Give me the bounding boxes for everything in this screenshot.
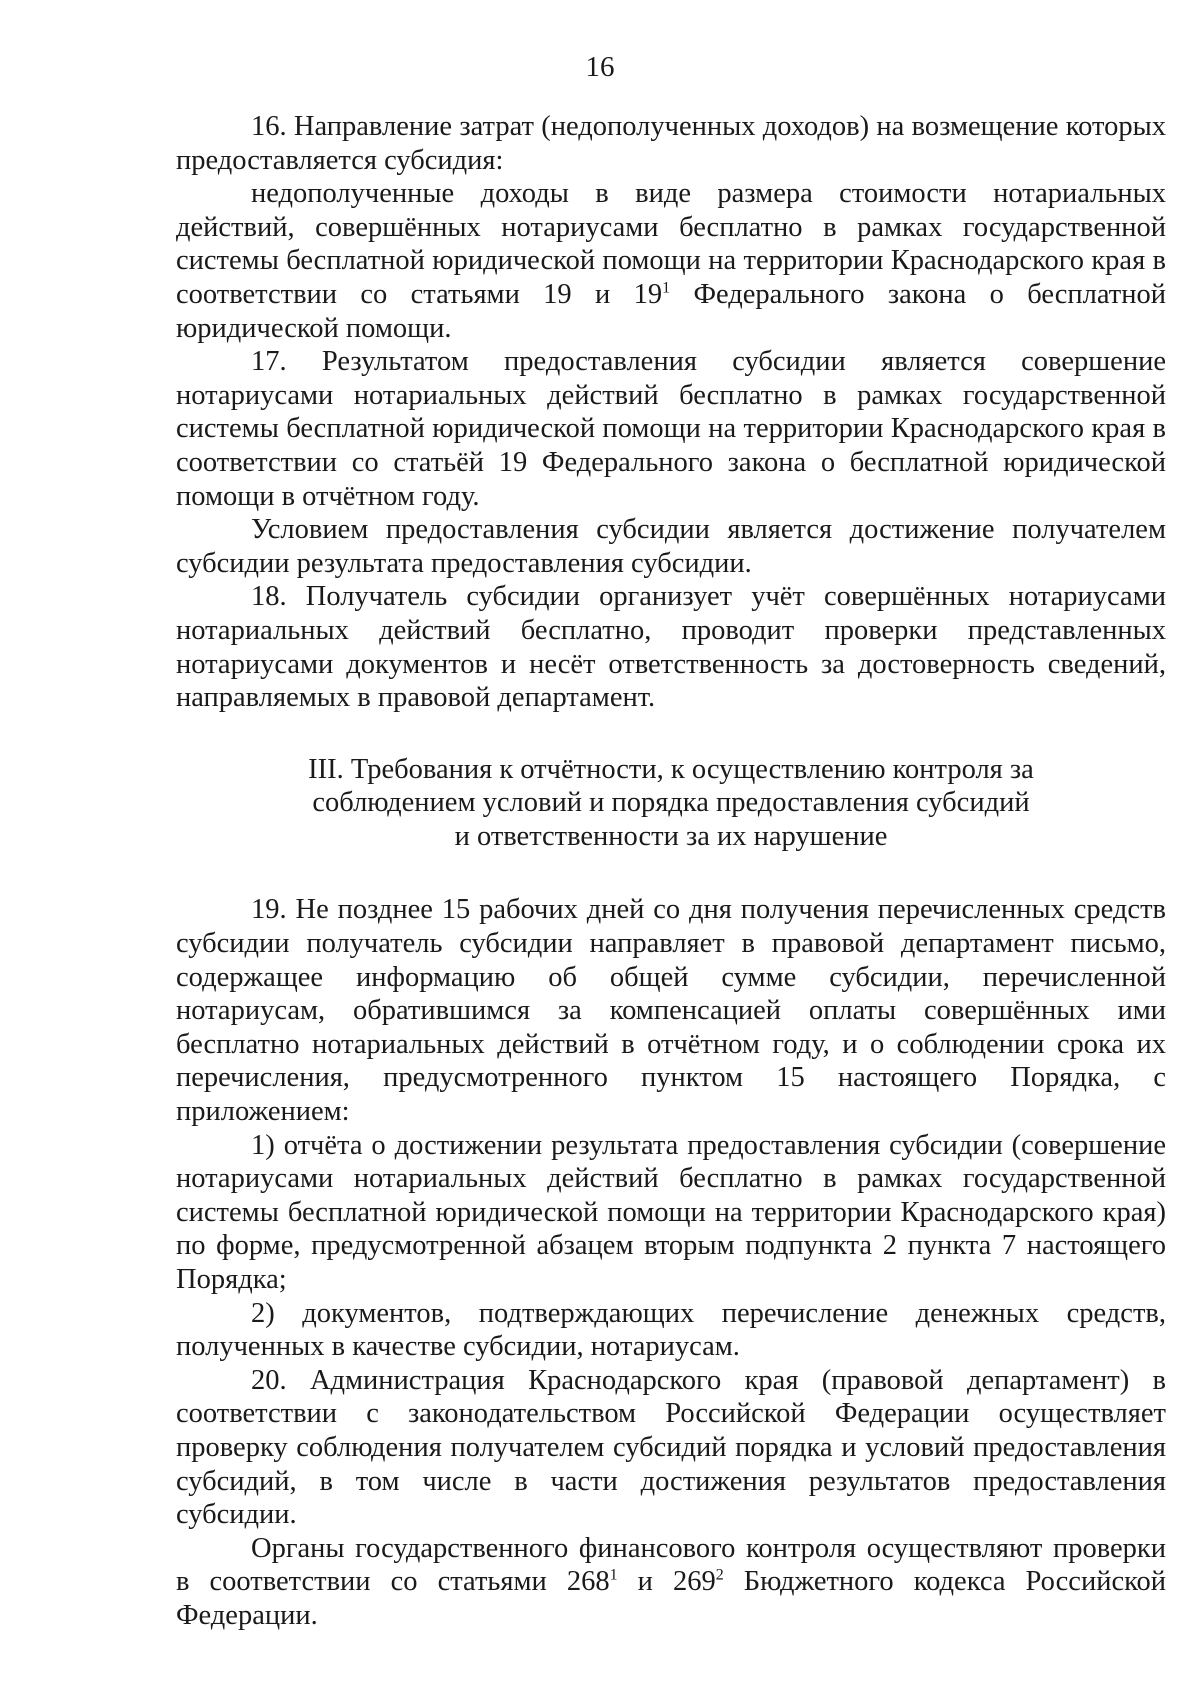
paragraph-20-control-mid: и 269 (617, 1566, 716, 1598)
paragraph-16-text-main: недополученные доходы в виде размера стоимости нотариальных действий, совершённых нотариусами бесплатно в рамках государственной системы бесплатной юридической помощи на территории Краснодарского края в соответствии со статьями 19 и 19 (176, 178, 1166, 310)
paragraph-20-control (176, 1532, 1166, 1633)
paragraph-20-control-end: Бюджетного кодекса Российской Федерации. (176, 1566, 1166, 1631)
page-number: 16 (585, 51, 615, 83)
paragraph-16-text-end: Федерального закона о бесплатной юридической помощи. (176, 278, 1167, 344)
paragraph-18: 18. Получатель субсидии организует учёт совершённых нотариусами нотариальных действий бесплатно, проводит проверки представленных нотариусами документов и несёт ответственность за достоверность сведений, направляемых в правовой департамент. (176, 581, 1166, 714)
paragraph-19: 19. Не позднее 15 рабочих дней со дня получения перечисленных средств субсидии получатель субсидии направляет в правовой департамент письмо, содержащее информацию об общей сумме субсидии, перечисленной нотариусам, обратившимся за компенсацией оплаты совершённых ими бесплатно нотариальных действий в отчётном году, и о соблюдении срока их перечисления, предусмотренного пунктом 15 настоящего Порядка, с приложением: (176, 894, 1166, 1128)
section-heading-line-1: III. Требования к отчётности, к осуществлению контроля за (308, 753, 1034, 785)
paragraph-20-control-start: Органы государственного финансового контроля осуществляют проверки в соответствии со статьями 268 (176, 1532, 1166, 1598)
paragraph-19-item-1: 1) отчёта о достижении результата предоставления субсидии (совершение нотариусами нотариальных действий бесплатно в рамках государственной системы бесплатной юридической помощи на территории Краснодарского края) по форме, предусмотренной абзацем вторым подпункта 2 пункта 7 настоящего Порядка; (176, 1129, 1166, 1295)
superscript: 1 (609, 1566, 618, 1584)
paragraph-20: 20. Администрация Краснодарского края (правовой департамент) в соответствии с законодательством Российской Федерации осуществляет проверку соблюдения получателем субсидий порядка и условий предоставления субсидий, в том числе в части достижения результатов предоставления субсидии. (176, 1364, 1166, 1531)
paragraph-19-item-2: 2) документов, подтверждающих перечисление денежных средств, полученных в качестве субсидии, нотариусам. (176, 1297, 1166, 1363)
paragraph-17: 17. Результатом предоставления субсидии является совершение нотариусами нотариальных действий бесплатно в рамках государственной системы бесплатной юридической помощи на территории Краснодарского края в соответствии со статьёй 19 Федерального закона о бесплатной юридической помощи в отчётном году. (176, 346, 1166, 512)
paragraph-17-condition: Условием предоставления субсидии является достижение получателем субсидии результата предоставления субсидии. (176, 514, 1166, 579)
section-heading (176, 753, 1166, 854)
document-body (176, 110, 1166, 1633)
section-heading-line-2: соблюдением условий и порядка предоставления субсидий (312, 787, 1030, 819)
paragraph-16-text (176, 177, 1166, 345)
superscript: 1 (662, 279, 671, 297)
paragraph-16: 16. Направление затрат (недополученных доходов) на возмещение которых предоставляется субсидия: (176, 111, 1166, 176)
section-heading-line-3: и ответственности за их нарушение (454, 820, 888, 852)
superscript: 2 (715, 1566, 724, 1584)
